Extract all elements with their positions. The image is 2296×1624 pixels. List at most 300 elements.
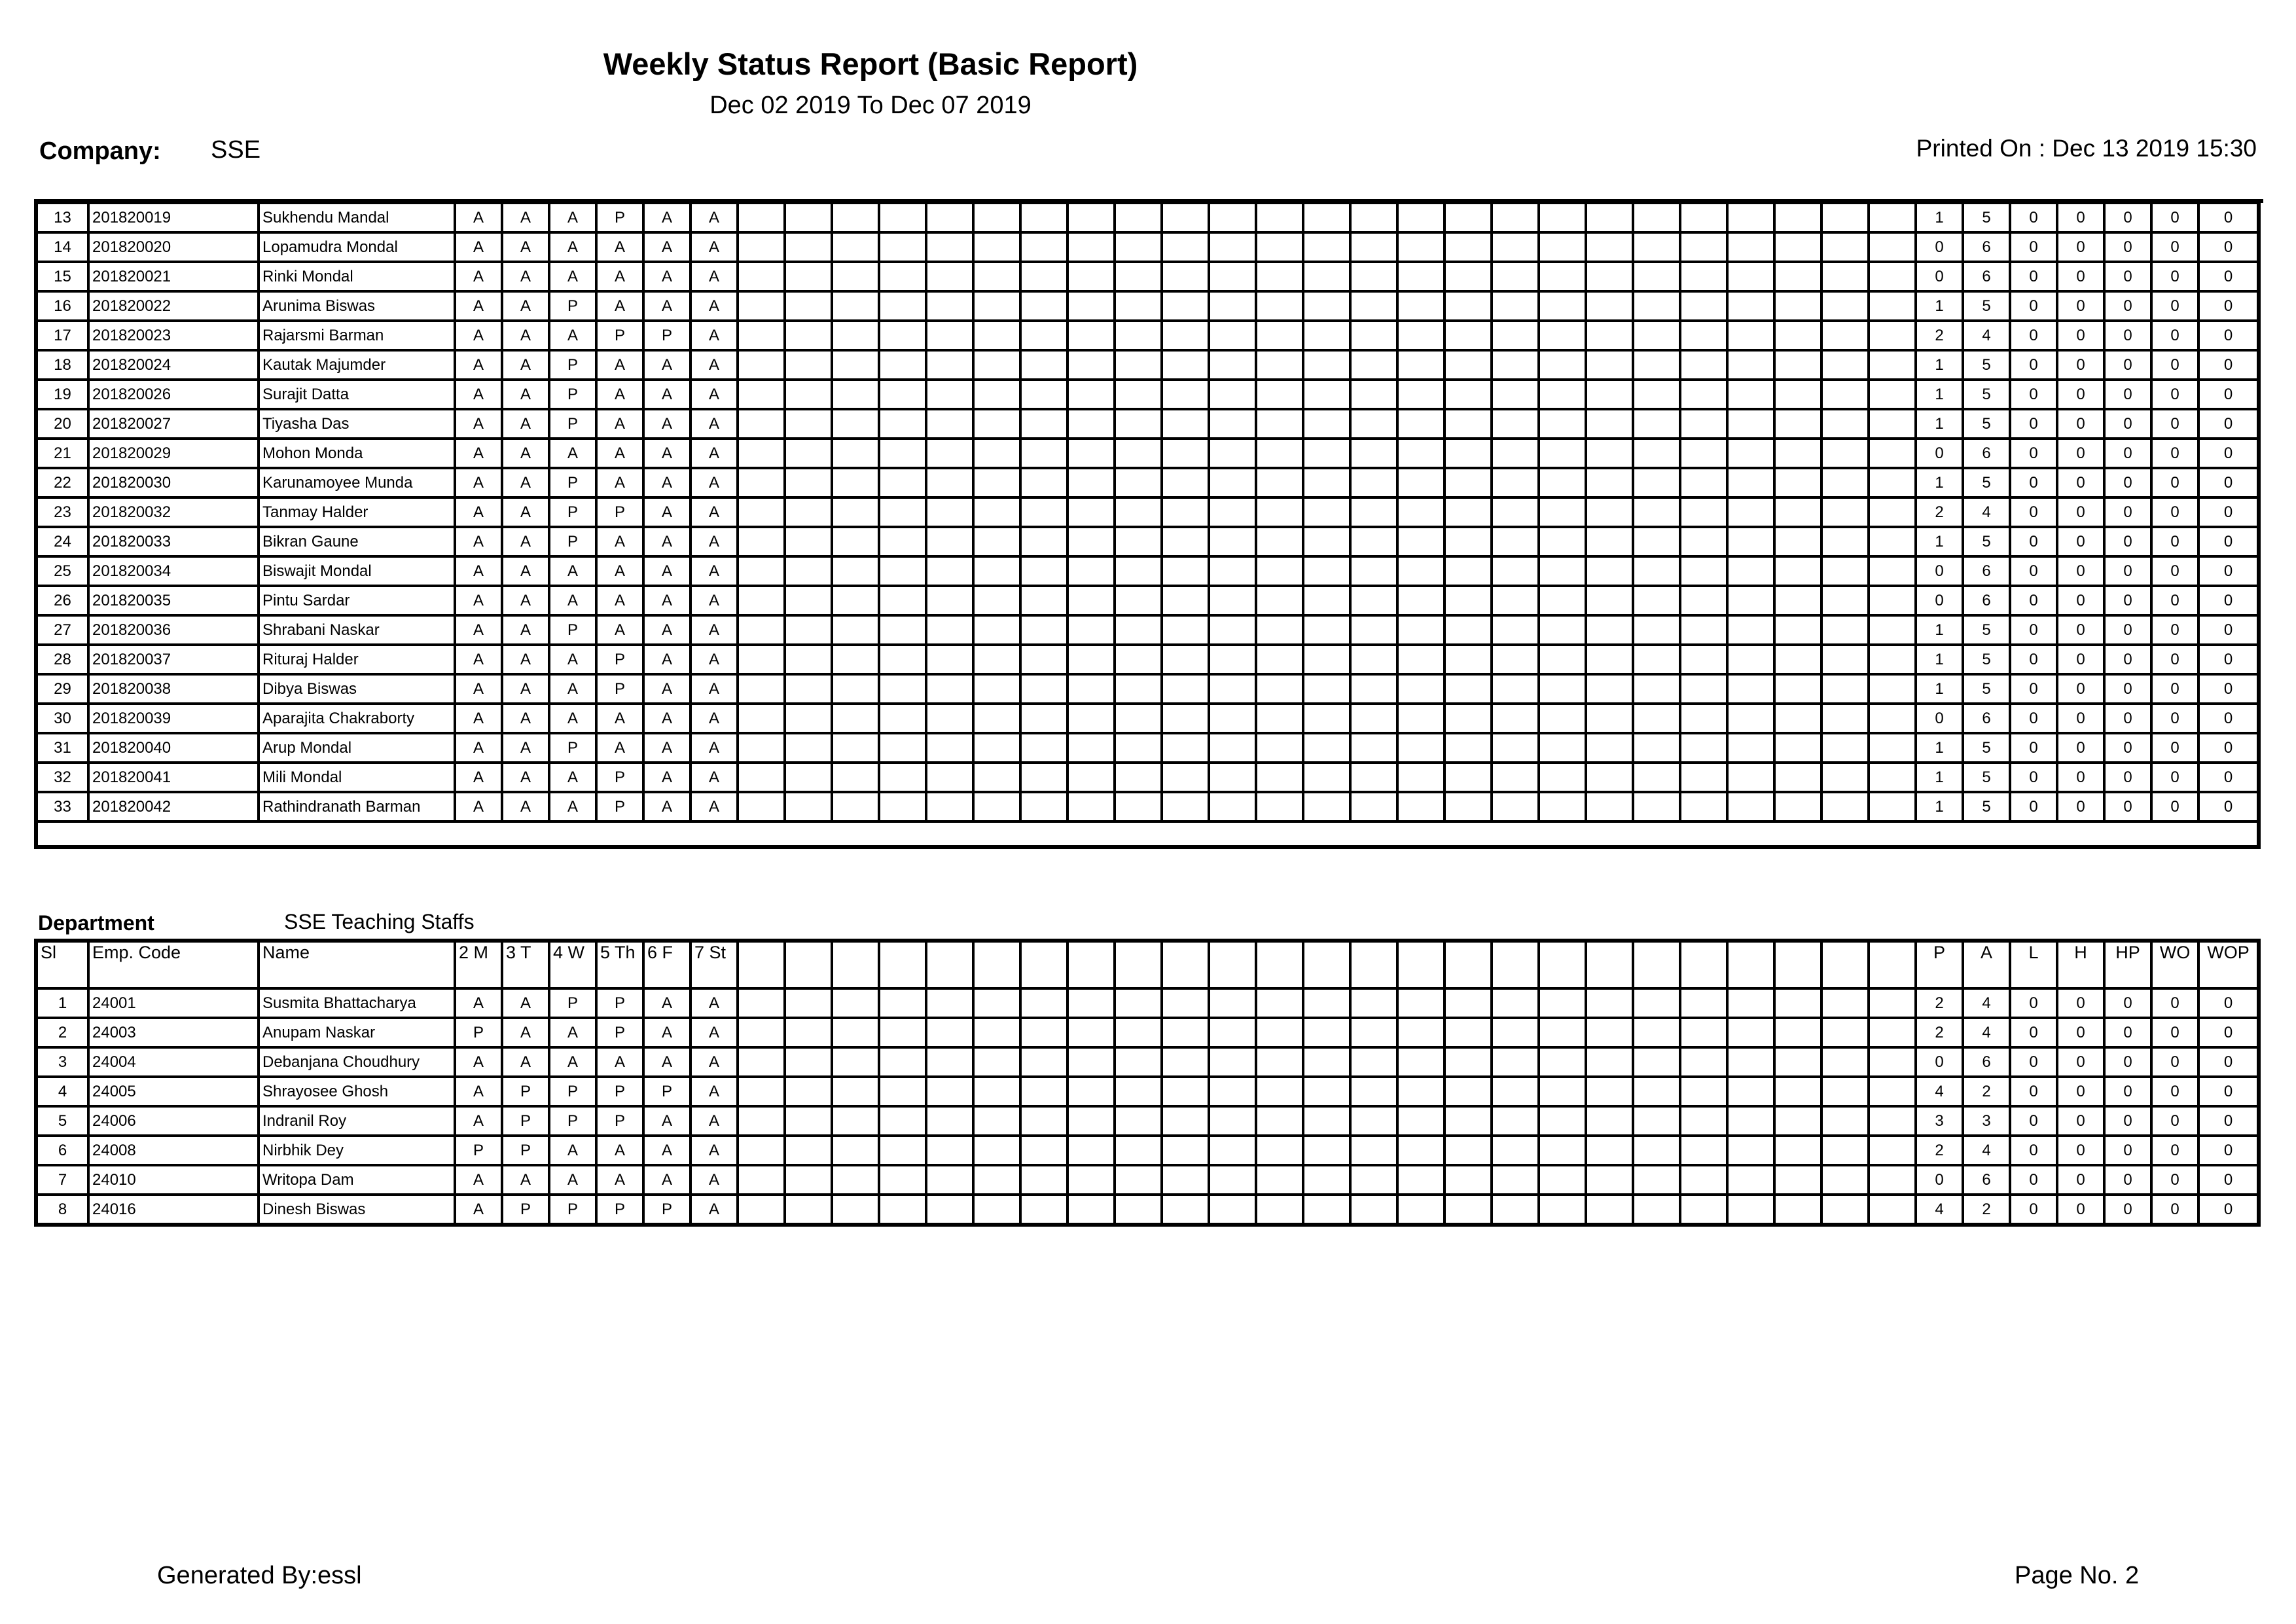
empty-day-cell bbox=[1256, 202, 1303, 232]
empty-day-cell bbox=[1680, 380, 1727, 409]
total-cell: 0 bbox=[2104, 321, 2151, 350]
empty-day-cell bbox=[1397, 763, 1444, 792]
empty-day-cell bbox=[1115, 1136, 1162, 1165]
empty-day-cell bbox=[1539, 202, 1586, 232]
empty-day-cell bbox=[1821, 439, 1869, 468]
total-cell: 0 bbox=[2151, 468, 2198, 497]
empty-day-cell bbox=[1020, 409, 1067, 439]
empty-day-cell bbox=[1869, 321, 1916, 350]
day-status-cell: A bbox=[691, 763, 738, 792]
total-cell: 0 bbox=[2198, 645, 2259, 674]
empty-day-cell bbox=[973, 1195, 1020, 1225]
total-cell: 0 bbox=[2057, 321, 2104, 350]
empty-day-cell bbox=[1303, 497, 1350, 527]
empty-day-cell bbox=[1539, 262, 1586, 291]
empty-day-cell bbox=[1586, 556, 1633, 586]
total-cell: 4 bbox=[1963, 988, 2010, 1018]
empty-day-cell bbox=[1209, 586, 1256, 615]
empty-day-cell bbox=[879, 291, 926, 321]
empty-day-cell bbox=[785, 704, 832, 733]
empty-day-cell bbox=[879, 409, 926, 439]
day-status-cell: A bbox=[643, 468, 691, 497]
empty-day-cell bbox=[1821, 527, 1869, 556]
empty-day-cell bbox=[1115, 232, 1162, 262]
day-status-cell: A bbox=[502, 232, 549, 262]
total-cell: 0 bbox=[2198, 291, 2259, 321]
total-cell: 5 bbox=[1963, 202, 2010, 232]
department-value: SSE Teaching Staffs bbox=[284, 910, 475, 933]
total-cell: 0 bbox=[2151, 202, 2198, 232]
total-cell: 0 bbox=[1916, 232, 1963, 262]
name-cell: Karunamoyee Munda bbox=[259, 468, 455, 497]
empty-day-cell bbox=[1397, 1165, 1444, 1195]
empty-day-cell bbox=[1162, 468, 1209, 497]
empty-day-cell bbox=[1162, 1165, 1209, 1195]
empty-day-cell bbox=[785, 674, 832, 704]
total-cell: 0 bbox=[2010, 1047, 2057, 1077]
emp-code-cell: 201820027 bbox=[88, 409, 259, 439]
empty-day-cell bbox=[973, 262, 1020, 291]
table-row bbox=[36, 1106, 2259, 1136]
empty-day-cell bbox=[1067, 704, 1115, 733]
attendance-table-section1 bbox=[34, 200, 2261, 849]
total-cell: 0 bbox=[2010, 202, 2057, 232]
empty-day-cell bbox=[738, 1136, 785, 1165]
empty-day-cell bbox=[1444, 941, 1492, 988]
empty-day-cell bbox=[738, 988, 785, 1018]
empty-day-cell bbox=[738, 232, 785, 262]
empty-day-cell bbox=[1633, 1018, 1680, 1047]
empty-day-cell bbox=[973, 704, 1020, 733]
empty-day-cell bbox=[1727, 497, 1774, 527]
empty-day-cell bbox=[1444, 321, 1492, 350]
day-status-cell: A bbox=[643, 1165, 691, 1195]
empty-day-cell bbox=[1539, 941, 1586, 988]
spacer-cell bbox=[36, 821, 2259, 847]
empty-day-cell bbox=[832, 350, 879, 380]
empty-day-cell bbox=[1162, 1195, 1209, 1225]
empty-day-cell bbox=[1067, 988, 1115, 1018]
empty-day-cell bbox=[1020, 763, 1067, 792]
empty-day-cell bbox=[1680, 674, 1727, 704]
empty-day-cell bbox=[1256, 645, 1303, 674]
empty-day-cell bbox=[1303, 1136, 1350, 1165]
total-cell: 1 bbox=[1916, 674, 1963, 704]
empty-day-cell bbox=[785, 1106, 832, 1136]
table-row bbox=[36, 645, 2259, 674]
empty-day-cell bbox=[926, 792, 973, 821]
empty-day-cell bbox=[1067, 291, 1115, 321]
serial-cell: 2 bbox=[36, 1018, 88, 1047]
empty-day-cell bbox=[1821, 1077, 1869, 1106]
empty-day-cell bbox=[832, 321, 879, 350]
empty-day-cell bbox=[1162, 527, 1209, 556]
empty-day-cell bbox=[1350, 232, 1397, 262]
day-status-cell: A bbox=[549, 1018, 596, 1047]
empty-day-cell bbox=[1727, 321, 1774, 350]
day-status-cell: A bbox=[455, 586, 502, 615]
empty-day-cell bbox=[1397, 615, 1444, 645]
empty-day-cell bbox=[973, 792, 1020, 821]
header-emp-code: Emp. Code bbox=[88, 941, 259, 988]
empty-day-cell bbox=[1539, 350, 1586, 380]
empty-day-cell bbox=[973, 1077, 1020, 1106]
serial-cell: 22 bbox=[36, 468, 88, 497]
emp-code-cell: 201820033 bbox=[88, 527, 259, 556]
empty-day-cell bbox=[1539, 380, 1586, 409]
day-status-cell: A bbox=[502, 527, 549, 556]
day-status-cell: A bbox=[596, 380, 643, 409]
empty-day-cell bbox=[1115, 380, 1162, 409]
empty-day-cell bbox=[1727, 674, 1774, 704]
total-cell: 0 bbox=[2151, 674, 2198, 704]
day-status-cell: A bbox=[691, 1106, 738, 1136]
empty-day-cell bbox=[1397, 232, 1444, 262]
empty-day-cell bbox=[1256, 1136, 1303, 1165]
emp-code-cell: 201820021 bbox=[88, 262, 259, 291]
empty-day-cell bbox=[1444, 792, 1492, 821]
empty-day-cell bbox=[926, 674, 973, 704]
empty-day-cell bbox=[1586, 645, 1633, 674]
day-status-cell: A bbox=[455, 615, 502, 645]
empty-day-cell bbox=[1869, 586, 1916, 615]
total-cell: 4 bbox=[1963, 497, 2010, 527]
name-cell: Kautak Majumder bbox=[259, 350, 455, 380]
day-status-cell: P bbox=[549, 350, 596, 380]
day-status-cell: A bbox=[502, 262, 549, 291]
total-cell: 0 bbox=[2198, 380, 2259, 409]
header-total: P bbox=[1916, 941, 1963, 988]
total-cell: 0 bbox=[2151, 1165, 2198, 1195]
day-status-cell: A bbox=[502, 439, 549, 468]
empty-day-cell bbox=[1303, 733, 1350, 763]
total-cell: 5 bbox=[1963, 763, 2010, 792]
day-status-cell: A bbox=[502, 291, 549, 321]
empty-day-cell bbox=[1586, 1018, 1633, 1047]
empty-day-cell bbox=[1821, 941, 1869, 988]
empty-day-cell bbox=[1209, 941, 1256, 988]
empty-day-cell bbox=[1680, 988, 1727, 1018]
empty-day-cell bbox=[926, 1047, 973, 1077]
total-cell: 0 bbox=[2010, 497, 2057, 527]
empty-day-cell bbox=[1633, 380, 1680, 409]
total-cell: 2 bbox=[1916, 988, 1963, 1018]
empty-day-cell bbox=[738, 291, 785, 321]
total-cell: 1 bbox=[1916, 468, 1963, 497]
total-cell: 2 bbox=[1963, 1195, 2010, 1225]
empty-day-cell bbox=[1727, 1165, 1774, 1195]
empty-day-cell bbox=[1586, 1047, 1633, 1077]
empty-day-cell bbox=[1680, 439, 1727, 468]
empty-day-cell bbox=[1397, 439, 1444, 468]
day-status-cell: A bbox=[691, 1047, 738, 1077]
empty-day-cell bbox=[1492, 1106, 1539, 1136]
total-cell: 0 bbox=[2198, 1136, 2259, 1165]
empty-day-cell bbox=[1774, 556, 1821, 586]
empty-day-cell bbox=[1586, 1195, 1633, 1225]
empty-day-cell bbox=[1821, 556, 1869, 586]
empty-day-cell bbox=[973, 439, 1020, 468]
serial-cell: 30 bbox=[36, 704, 88, 733]
empty-day-cell bbox=[1492, 321, 1539, 350]
empty-day-cell bbox=[738, 527, 785, 556]
day-status-cell: A bbox=[455, 1077, 502, 1106]
empty-day-cell bbox=[738, 763, 785, 792]
empty-day-cell bbox=[832, 232, 879, 262]
day-status-cell: A bbox=[455, 1047, 502, 1077]
empty-day-cell bbox=[1162, 380, 1209, 409]
header-day: 5 Th bbox=[596, 941, 643, 988]
name-cell: Bikran Gaune bbox=[259, 527, 455, 556]
day-status-cell: A bbox=[691, 615, 738, 645]
day-status-cell: P bbox=[596, 202, 643, 232]
empty-day-cell bbox=[1774, 468, 1821, 497]
serial-cell: 26 bbox=[36, 586, 88, 615]
empty-day-cell bbox=[973, 497, 1020, 527]
empty-day-cell bbox=[1633, 262, 1680, 291]
empty-day-cell bbox=[1586, 497, 1633, 527]
empty-day-cell bbox=[832, 527, 879, 556]
empty-day-cell bbox=[879, 439, 926, 468]
empty-day-cell bbox=[785, 1047, 832, 1077]
total-cell: 0 bbox=[2151, 497, 2198, 527]
empty-day-cell bbox=[1020, 674, 1067, 704]
day-status-cell: P bbox=[596, 674, 643, 704]
empty-day-cell bbox=[1680, 409, 1727, 439]
empty-day-cell bbox=[1444, 202, 1492, 232]
serial-cell: 16 bbox=[36, 291, 88, 321]
empty-day-cell bbox=[1821, 1195, 1869, 1225]
empty-day-cell bbox=[1444, 645, 1492, 674]
empty-day-cell bbox=[1067, 409, 1115, 439]
empty-day-cell bbox=[1444, 615, 1492, 645]
day-status-cell: A bbox=[549, 1165, 596, 1195]
emp-code-cell: 201820020 bbox=[88, 232, 259, 262]
total-cell: 0 bbox=[2104, 1106, 2151, 1136]
total-cell: 0 bbox=[2057, 1077, 2104, 1106]
empty-day-cell bbox=[1067, 1195, 1115, 1225]
empty-day-cell bbox=[926, 586, 973, 615]
empty-day-cell bbox=[1350, 527, 1397, 556]
empty-day-cell bbox=[1586, 733, 1633, 763]
empty-day-cell bbox=[1350, 1136, 1397, 1165]
total-cell: 0 bbox=[2198, 527, 2259, 556]
day-status-cell: A bbox=[549, 439, 596, 468]
empty-day-cell bbox=[973, 1047, 1020, 1077]
empty-day-cell bbox=[1256, 409, 1303, 439]
empty-day-cell bbox=[785, 792, 832, 821]
day-status-cell: P bbox=[596, 1195, 643, 1225]
emp-code-cell: 201820040 bbox=[88, 733, 259, 763]
empty-day-cell bbox=[1444, 674, 1492, 704]
empty-day-cell bbox=[1680, 763, 1727, 792]
total-cell: 0 bbox=[2198, 615, 2259, 645]
empty-day-cell bbox=[1444, 1136, 1492, 1165]
empty-day-cell bbox=[973, 988, 1020, 1018]
day-status-cell: P bbox=[502, 1106, 549, 1136]
table-row bbox=[36, 350, 2259, 380]
day-status-cell: A bbox=[549, 202, 596, 232]
empty-day-cell bbox=[1350, 763, 1397, 792]
total-cell: 0 bbox=[2151, 556, 2198, 586]
day-status-cell: A bbox=[502, 1165, 549, 1195]
total-cell: 0 bbox=[2057, 497, 2104, 527]
empty-day-cell bbox=[879, 1077, 926, 1106]
total-cell: 0 bbox=[2151, 232, 2198, 262]
empty-day-cell bbox=[1209, 380, 1256, 409]
empty-day-cell bbox=[1821, 988, 1869, 1018]
day-status-cell: A bbox=[691, 350, 738, 380]
day-status-cell: A bbox=[691, 202, 738, 232]
total-cell: 0 bbox=[2198, 1047, 2259, 1077]
total-cell: 0 bbox=[2104, 988, 2151, 1018]
total-cell: 0 bbox=[2104, 380, 2151, 409]
empty-day-cell bbox=[1821, 409, 1869, 439]
day-status-cell: A bbox=[691, 262, 738, 291]
empty-day-cell bbox=[1020, 1047, 1067, 1077]
empty-day-cell bbox=[879, 1106, 926, 1136]
empty-day-cell bbox=[1303, 674, 1350, 704]
total-cell: 0 bbox=[2057, 350, 2104, 380]
empty-day-cell bbox=[1162, 262, 1209, 291]
total-cell: 0 bbox=[2010, 409, 2057, 439]
name-cell: Susmita Bhattacharya bbox=[259, 988, 455, 1018]
name-cell: Nirbhik Dey bbox=[259, 1136, 455, 1165]
empty-day-cell bbox=[1350, 733, 1397, 763]
empty-day-cell bbox=[1397, 556, 1444, 586]
empty-day-cell bbox=[1492, 941, 1539, 988]
table-row bbox=[36, 988, 2259, 1018]
serial-cell: 13 bbox=[36, 202, 88, 232]
day-status-cell: A bbox=[596, 439, 643, 468]
empty-day-cell bbox=[1633, 792, 1680, 821]
day-status-cell: A bbox=[596, 733, 643, 763]
table-row bbox=[36, 704, 2259, 733]
empty-day-cell bbox=[879, 1136, 926, 1165]
company-value: SSE bbox=[211, 136, 261, 164]
name-cell: Rinki Mondal bbox=[259, 262, 455, 291]
empty-day-cell bbox=[1774, 733, 1821, 763]
empty-day-cell bbox=[1115, 988, 1162, 1018]
empty-day-cell bbox=[1774, 1106, 1821, 1136]
name-cell: Indranil Roy bbox=[259, 1106, 455, 1136]
empty-day-cell bbox=[879, 988, 926, 1018]
empty-day-cell bbox=[1162, 792, 1209, 821]
empty-day-cell bbox=[785, 350, 832, 380]
name-cell: Surajit Datta bbox=[259, 380, 455, 409]
name-cell: Aparajita Chakraborty bbox=[259, 704, 455, 733]
table-row bbox=[36, 556, 2259, 586]
empty-day-cell bbox=[1256, 1195, 1303, 1225]
day-status-cell: A bbox=[549, 556, 596, 586]
day-status-cell: A bbox=[455, 232, 502, 262]
day-status-cell: A bbox=[691, 733, 738, 763]
empty-day-cell bbox=[1774, 262, 1821, 291]
empty-day-cell bbox=[785, 733, 832, 763]
empty-day-cell bbox=[1067, 439, 1115, 468]
table-row bbox=[36, 1077, 2259, 1106]
empty-day-cell bbox=[1444, 763, 1492, 792]
empty-day-cell bbox=[832, 674, 879, 704]
day-status-cell: A bbox=[596, 1136, 643, 1165]
empty-day-cell bbox=[1539, 321, 1586, 350]
empty-day-cell bbox=[1350, 792, 1397, 821]
total-cell: 0 bbox=[2010, 792, 2057, 821]
day-status-cell: P bbox=[549, 988, 596, 1018]
empty-day-cell bbox=[1397, 468, 1444, 497]
total-cell: 0 bbox=[2151, 615, 2198, 645]
empty-day-cell bbox=[879, 232, 926, 262]
day-status-cell: A bbox=[643, 792, 691, 821]
empty-day-cell bbox=[1774, 645, 1821, 674]
table-row bbox=[36, 527, 2259, 556]
total-cell: 0 bbox=[2198, 350, 2259, 380]
day-status-cell: A bbox=[502, 615, 549, 645]
empty-day-cell bbox=[785, 439, 832, 468]
empty-day-cell bbox=[1492, 1018, 1539, 1047]
emp-code-cell: 24008 bbox=[88, 1136, 259, 1165]
empty-day-cell bbox=[1774, 497, 1821, 527]
total-cell: 6 bbox=[1963, 556, 2010, 586]
total-cell: 0 bbox=[2057, 615, 2104, 645]
empty-day-cell bbox=[1067, 497, 1115, 527]
name-cell: Rathindranath Barman bbox=[259, 792, 455, 821]
day-status-cell: P bbox=[643, 1195, 691, 1225]
day-status-cell: A bbox=[691, 380, 738, 409]
printed-on: Printed On : Dec 13 2019 15:30 bbox=[1916, 135, 2257, 162]
empty-day-cell bbox=[1115, 321, 1162, 350]
day-status-cell: P bbox=[596, 988, 643, 1018]
day-status-cell: A bbox=[455, 763, 502, 792]
serial-cell: 7 bbox=[36, 1165, 88, 1195]
empty-day-cell bbox=[1020, 380, 1067, 409]
day-status-cell: A bbox=[643, 988, 691, 1018]
empty-day-cell bbox=[738, 350, 785, 380]
empty-day-cell bbox=[1774, 439, 1821, 468]
day-status-cell: P bbox=[549, 1106, 596, 1136]
total-cell: 0 bbox=[2057, 1047, 2104, 1077]
empty-day-cell bbox=[926, 321, 973, 350]
day-status-cell: A bbox=[596, 350, 643, 380]
empty-day-cell bbox=[1209, 988, 1256, 1018]
table-row bbox=[36, 202, 2259, 232]
total-cell: 0 bbox=[2198, 409, 2259, 439]
total-cell: 0 bbox=[2010, 232, 2057, 262]
empty-day-cell bbox=[1727, 202, 1774, 232]
empty-day-cell bbox=[832, 468, 879, 497]
total-cell: 1 bbox=[1916, 645, 1963, 674]
total-cell: 0 bbox=[2104, 645, 2151, 674]
empty-day-cell bbox=[832, 1106, 879, 1136]
day-status-cell: P bbox=[596, 497, 643, 527]
empty-day-cell bbox=[1633, 497, 1680, 527]
header-serial: Sl bbox=[36, 941, 88, 988]
empty-day-cell bbox=[1067, 350, 1115, 380]
empty-day-cell bbox=[738, 380, 785, 409]
total-cell: 0 bbox=[2104, 674, 2151, 704]
empty-day-cell bbox=[738, 704, 785, 733]
empty-day-cell bbox=[832, 497, 879, 527]
day-status-cell: A bbox=[691, 1195, 738, 1225]
empty-day-cell bbox=[1067, 321, 1115, 350]
empty-day-cell bbox=[1303, 202, 1350, 232]
empty-day-cell bbox=[1492, 291, 1539, 321]
empty-day-cell bbox=[832, 380, 879, 409]
empty-day-cell bbox=[1209, 792, 1256, 821]
empty-day-cell bbox=[1256, 615, 1303, 645]
empty-day-cell bbox=[1680, 615, 1727, 645]
empty-day-cell bbox=[1303, 232, 1350, 262]
